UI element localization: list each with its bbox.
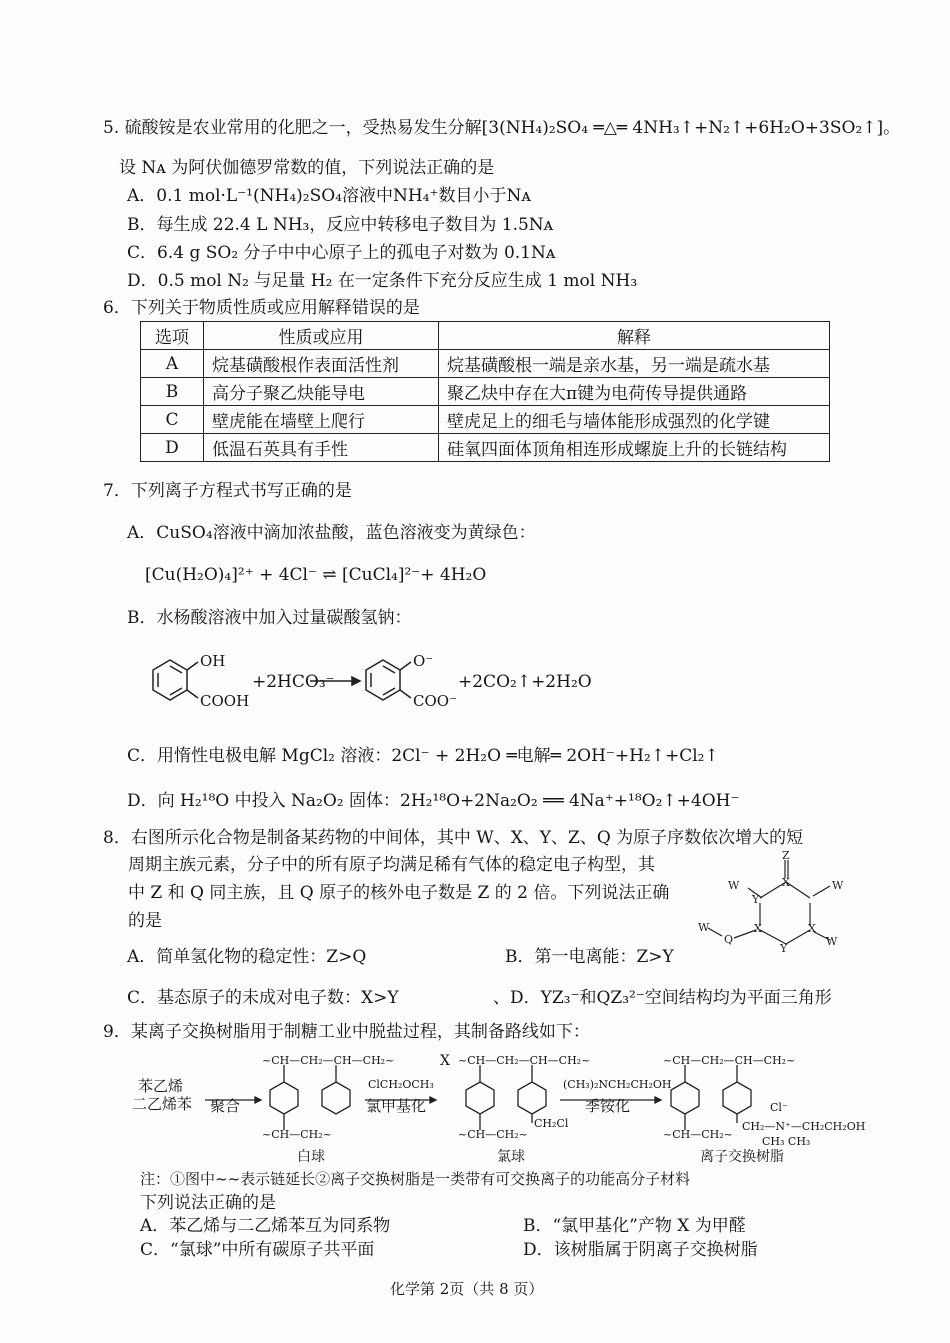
cooh-group-label: COOH <box>200 692 250 710</box>
table-cell: 烷基磺酸根作表面活性剂 <box>204 350 439 378</box>
q7-option-b: B．水杨酸溶液中加入过量碳酸氢钠： <box>127 608 412 628</box>
bicarbonate-term: +2HCO₃⁻ <box>252 672 335 692</box>
q8-stem-line2: 周期主族元素，分子中的所有原子均满足稀有气体的稳定电子构型，其 <box>128 855 655 875</box>
header-cell: 解释 <box>439 322 830 350</box>
q9-note: 注：①图中~~表示链延长②离子交换树脂是一类带有可交换离子的功能高分子材料 <box>140 1170 691 1188</box>
q9-option-d: D．该树脂属于阴离子交换树脂 <box>523 1240 758 1260</box>
q8-option-a: A．简单氢化物的稳定性：Z>Q <box>127 947 367 967</box>
struct-label: Y <box>780 942 788 955</box>
q8-option-b: B．第一电离能：Z>Y <box>505 947 674 967</box>
q9-option-a: A．苯乙烯与二乙烯苯互为同系物 <box>140 1216 391 1236</box>
carboxylate-label: COO⁻ <box>413 692 457 710</box>
table-row <box>141 406 830 434</box>
table-cell: 壁虎能在墙壁上爬行 <box>204 406 439 434</box>
table-cell: D <box>141 434 204 462</box>
q5-option-a: A．0.1 mol·L⁻¹(NH₄)₂SO₄溶液中NH₄⁺数目小于Nᴀ <box>127 186 531 206</box>
struct-label: X <box>782 876 790 889</box>
q7-option-d: D．向 H₂¹⁸O 中投入 Na₂O₂ 固体：2H₂¹⁸O+2Na₂O₂ ══ 4Na⁺+¹⁸O₂↑+4OH⁻ <box>127 791 740 811</box>
polymer-chain-bottom-1: ~CH—CH₂~ <box>262 1128 332 1141</box>
step2-label: 氯甲基化 <box>366 1097 427 1115</box>
struct-label: W <box>832 879 844 892</box>
table-cell: 烷基磺酸根一端是亲水基，另一端是疏水基 <box>439 350 830 378</box>
q9-option-c: C．“氯球”中所有碳原子共平面 <box>140 1240 375 1260</box>
q9-option-b: B．“氯甲基化”产物 X 为甲醛 <box>523 1216 746 1236</box>
q8-option-d: 、D．YZ₃⁻和QZ₃²⁻空间结构均为平面三角形 <box>493 988 832 1008</box>
table-cell: C <box>141 406 204 434</box>
q8-stem-line3: 中 Z 和 Q 同主族，且 Q 原子的核外电子数是 Z 的 2 倍。下列说法正确 <box>128 883 670 903</box>
products-term: +2CO₂↑+2H₂O <box>458 672 592 692</box>
q8-structure-diagram <box>690 848 850 958</box>
polymer-chain-bottom-3: ~CH—CH₂~ <box>663 1128 733 1141</box>
oh-group-label: OH <box>200 652 226 670</box>
q5-option-c: C．6.4 g SO₂ 分子中中心原子上的孤电子对数为 0.1Nᴀ <box>127 243 556 263</box>
step2-reagent: ClCH₂OCH₃ <box>368 1078 434 1091</box>
q7-option-a-equation: [Cu(H₂O)₄]²⁺ + 4Cl⁻ ⇌ [CuCl₄]²⁻+ 4H₂O <box>145 565 487 585</box>
struct-label: X <box>808 922 816 935</box>
q6-table <box>140 321 830 462</box>
q7-stem: 7．下列离子方程式书写正确的是 <box>103 481 352 501</box>
table-cell: 聚乙炔中存在大π键为电荷传导提供通路 <box>439 378 830 406</box>
q5-option-b: B．每生成 22.4 L NH₃，反应中转移电子数目为 1.5Nᴀ <box>127 215 554 235</box>
header-cell: 选项 <box>141 322 204 350</box>
struct-label: Y <box>752 893 760 906</box>
q9-stem2: 下列说法正确的是 <box>140 1193 276 1213</box>
table-cell: 壁虎足上的细毛与墙体能形成强烈的化学键 <box>439 406 830 434</box>
struct-label: W <box>728 879 740 892</box>
product-name-2: 氯球 <box>497 1149 525 1165</box>
polymer-chain-top-3: ~CH—CH₂—CH—CH₂~ <box>663 1054 796 1067</box>
q8-stem-line4: 的是 <box>128 911 162 931</box>
q8-stem-line1: 8．右图所示化合物是制备某药物的中间体，其中 W、X、Y、Z、Q 为原子序数依次增大的短 <box>103 828 804 848</box>
start-material-1: 苯乙烯 <box>138 1077 184 1095</box>
step3-label: 季铵化 <box>585 1097 631 1115</box>
product-name-1: 白球 <box>297 1149 325 1165</box>
table-row <box>141 434 830 462</box>
start-material-2: 二乙烯苯 <box>132 1095 193 1113</box>
quaternary-ammonium-group: CH₂—N⁺—CH₂CH₂OH <box>742 1120 866 1133</box>
table-cell: 硅氧四面体顶角相连形成螺旋上升的长链结构 <box>439 434 830 462</box>
chloromethyl-label: CH₂Cl <box>534 1117 569 1130</box>
q5-stem-line1: 5. 硫酸铵是农业常用的化肥之一，受热易发生分解[3(NH₄)₂SO₄ ═△═ 4NH₃↑+N₂↑+6H₂O+3SO₂↑]。 <box>103 118 901 138</box>
polymer-chain-bottom-2: ~CH—CH₂~ <box>458 1128 528 1141</box>
q6-stem: 6．下列关于物质性质或应用解释错误的是 <box>103 298 420 318</box>
q9-stem: 9．某离子交换树脂用于制糖工业中脱盐过程，其制备路线如下： <box>103 1022 590 1042</box>
table-row <box>141 350 830 378</box>
struct-label: Z <box>782 849 790 862</box>
x-label: X <box>440 1053 450 1069</box>
table-cell: 高分子聚乙炔能导电 <box>204 378 439 406</box>
q7-option-c: C．用惰性电极电解 MgCl₂ 溶液：2Cl⁻ + 2H₂O ═电解═ 2OH⁻+H₂↑+Cl₂↑ <box>127 746 719 766</box>
polymer-chain-top-1: ~CH—CH₂—CH—CH₂~ <box>262 1054 395 1067</box>
table-cell: A <box>141 350 204 378</box>
q5-option-d: D．0.5 mol N₂ 与足量 H₂ 在一定条件下充分反应生成 1 mol NH₃ <box>127 271 638 291</box>
struct-label: W <box>826 935 838 948</box>
product-name-3: 离子交换树脂 <box>700 1149 784 1165</box>
table-header-row <box>141 322 830 350</box>
q8-option-c: C．基态原子的未成对电子数：X>Y <box>127 988 399 1008</box>
step1-label: 聚合 <box>210 1097 241 1115</box>
q7-option-a: A．CuSO₄溶液中滴加浓盐酸，蓝色溶液变为黄绿色： <box>127 523 536 543</box>
struct-label: X <box>754 922 762 935</box>
header-cell: 性质或应用 <box>204 322 439 350</box>
step3-reagent: (CH₃)₂NCH₂CH₂OH <box>563 1078 672 1091</box>
struct-label: W <box>698 921 710 934</box>
table-cell: B <box>141 378 204 406</box>
page-footer: 化学第 2页（共 8 页） <box>390 1280 544 1298</box>
struct-label: Q <box>724 933 734 946</box>
polymer-chain-top-2: ~CH—CH₂—CH—CH₂~ <box>458 1054 591 1067</box>
table-row <box>141 378 830 406</box>
q5-stem-line2: 设 Nᴀ 为阿伏伽德罗常数的值，下列说法正确的是 <box>119 158 495 178</box>
table-cell: 低温石英具有手性 <box>204 434 439 462</box>
chloride-counterion: Cl⁻ <box>770 1101 788 1114</box>
methyl-groups-label: CH₃ CH₃ <box>762 1135 811 1148</box>
phenoxide-label: O⁻ <box>413 652 434 670</box>
